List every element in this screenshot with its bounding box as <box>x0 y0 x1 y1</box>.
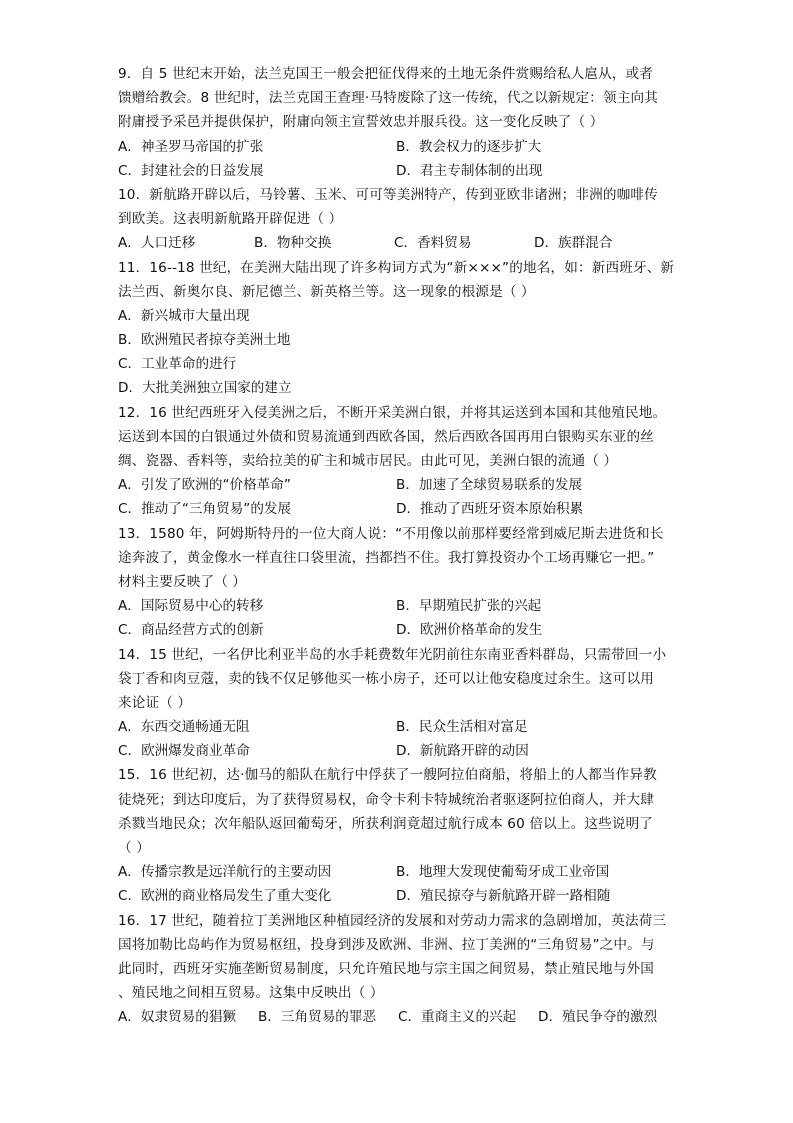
option-list <box>118 594 678 642</box>
question-16 <box>118 909 678 1030</box>
option-list <box>118 860 678 908</box>
option-a: A．引发了欧洲的“价格革命” <box>118 477 291 494</box>
option-b: B．早期殖民扩张的兴起 <box>396 598 542 615</box>
option-list <box>118 715 678 763</box>
question-text: 11．16--18 世纪，在美洲大陆出现了许多构词方式为“新×××”的地名，如：新西班牙、新 <box>118 259 675 276</box>
option-b: B．三角贸易的罪恶 <box>258 1009 377 1026</box>
question-text: 、殖民地之间相互贸易。这集中反映出（ ） <box>118 985 384 1002</box>
question-text: 绸、瓷器、香料等，卖给拉美的矿主和城市居民。由此可见，美洲白银的流通（ ） <box>118 453 618 469</box>
option-a: A．人口迁移 <box>118 235 196 252</box>
question-text: 途奔波了，黄金像水一样直往口袋里流，挡都挡不住。我打算投资办个工场再赚它一把。” <box>118 549 655 566</box>
option-a: A．新兴城市大量出现 <box>118 307 250 324</box>
question-11 <box>118 256 678 401</box>
question-text: 12．16 世纪西班牙入侵美洲之后，不断开采美洲白银，并将其运送到本国和其他殖民地。 <box>118 404 667 421</box>
question-13 <box>118 522 678 643</box>
question-text: 15．16 世纪初，达·伽马的船队在航行中俘获了一艘阿拉伯商船，将船上的人都当作异教 <box>118 767 657 784</box>
question-text: 附庸授予采邑并提供保护，附庸向领主宣誓效忠并服兵役。这一变化反映了（ ） <box>118 114 604 131</box>
option-c: C．欧洲的商业格局发生了重大变化 <box>118 888 332 905</box>
option-d: D．推动了西班牙资本原始积累 <box>396 501 584 518</box>
question-text: 材料主要反映了（ ） <box>118 573 247 590</box>
option-d: D．欧洲价格革命的发生 <box>396 622 543 639</box>
option-d: D．大批美洲独立国家的建立 <box>118 380 292 397</box>
question-15 <box>118 763 678 908</box>
option-d: D．族群混合 <box>534 235 613 252</box>
option-c: C．商品经营方式的创新 <box>118 622 264 639</box>
question-text: 此同时，西班牙实施垄断贸易制度，只允许殖民地与宗主国之间贸易，禁止殖民地与外国 <box>118 960 655 977</box>
option-list <box>118 231 678 255</box>
option-b: B．欧洲殖民者掠夺美洲土地 <box>118 332 291 349</box>
option-d: D．殖民争夺的激烈 <box>538 1009 658 1026</box>
option-a: A．传播宗教是远洋航行的主要动因 <box>118 864 332 881</box>
option-b: B．加速了全球贸易联系的发展 <box>396 477 583 494</box>
option-c: C．工业革命的进行 <box>118 356 237 373</box>
option-d: D．新航路开辟的动因 <box>396 743 529 760</box>
question-text: 法兰西、新奥尔良、新尼德兰、新英格兰等。这一现象的根源是（ ） <box>118 283 535 300</box>
question-text: 16．17 世纪，随着拉丁美洲地区种植园经济的发展和对劳动力需求的急剧增加，英法荷三 <box>118 912 667 929</box>
option-b: B．物种交换 <box>254 235 332 252</box>
question-12 <box>118 401 678 522</box>
question-text: 10．新航路开辟以后，马铃薯、玉米、可可等美洲特产，传到亚欧非诸洲；非洲的咖啡传 <box>118 186 658 203</box>
question-text: 徒烧死；到达印度后，为了获得贸易权，命令卡利卡特城统治者驱逐阿拉伯商人，并大肆 <box>118 791 655 808</box>
question-text: 国将加勒比岛屿作为贸易枢纽，投身到涉及欧洲、非洲、拉丁美洲的“三角贸易”之中。与 <box>118 936 655 953</box>
option-b: B．教会权力的逐步扩大 <box>396 138 542 155</box>
question-text: 运送到本国的白银通过外债和贸易流通到西欧各国，然后西欧各国再用白银购买东亚的丝 <box>118 428 655 445</box>
question-text: 到欧美。这表明新航路开辟促进（ ） <box>118 211 343 228</box>
option-c: C．封建社会的日益发展 <box>118 162 264 179</box>
question-text: 来论证（ ） <box>118 694 192 711</box>
option-c: C．欧洲爆发商业革命 <box>118 743 250 760</box>
question-14 <box>118 643 678 764</box>
option-c: C．推动了“三角贸易”的发展 <box>118 501 292 518</box>
option-a: A．奴隶贸易的猖獗 <box>118 1009 237 1026</box>
option-list <box>118 1005 678 1029</box>
question-text: （ ） <box>118 840 150 856</box>
option-c: C．香料贸易 <box>394 235 472 252</box>
option-b: B．地理大发现使葡萄牙成工业帝国 <box>396 864 610 881</box>
option-d: D．殖民掠夺与新航路开辟一路相随 <box>396 888 611 905</box>
option-c: C．重商主义的兴起 <box>398 1009 517 1026</box>
question-text: 馈赠给教会。8 世纪时，法兰克国王查理·马特废除了这一传统，代之以新规定：领主向其 <box>118 90 659 107</box>
option-a: A．国际贸易中心的转移 <box>118 598 264 615</box>
option-list <box>118 135 678 183</box>
question-9 <box>118 62 678 183</box>
question-10 <box>118 183 678 256</box>
question-text: 杀戮当地民众；次年船队返回葡萄牙，所获利润竟超过航行成本 60 倍以上。这些说明了 <box>118 815 654 832</box>
option-d: D．君主专制体制的出现 <box>396 162 543 179</box>
question-text: 袋丁香和肉豆蔻，卖的钱不仅足够他买一栋小房子，还可以让他安稳度过余生。这可以用 <box>118 670 655 687</box>
question-text: 13．1580 年，阿姆斯特丹的一位大商人说：“不用像以前那样要经常到威尼斯去进货和长 <box>118 525 664 542</box>
question-text: 9．自 5 世纪末开始，法兰克国王一般会把征伐得来的土地无条件赏赐给私人扈从，或者 <box>118 66 654 82</box>
option-a: A．东西交通畅通无阻 <box>118 719 250 736</box>
question-text: 14．15 世纪，一名伊比利亚半岛的水手耗费数年光阴前往东南亚香料群岛，只需带回一小 <box>118 646 667 663</box>
option-list <box>118 473 678 521</box>
option-a: A．神圣罗马帝国的扩张 <box>118 138 264 155</box>
document-page <box>118 62 678 1030</box>
option-b: B．民众生活相对富足 <box>396 719 528 736</box>
